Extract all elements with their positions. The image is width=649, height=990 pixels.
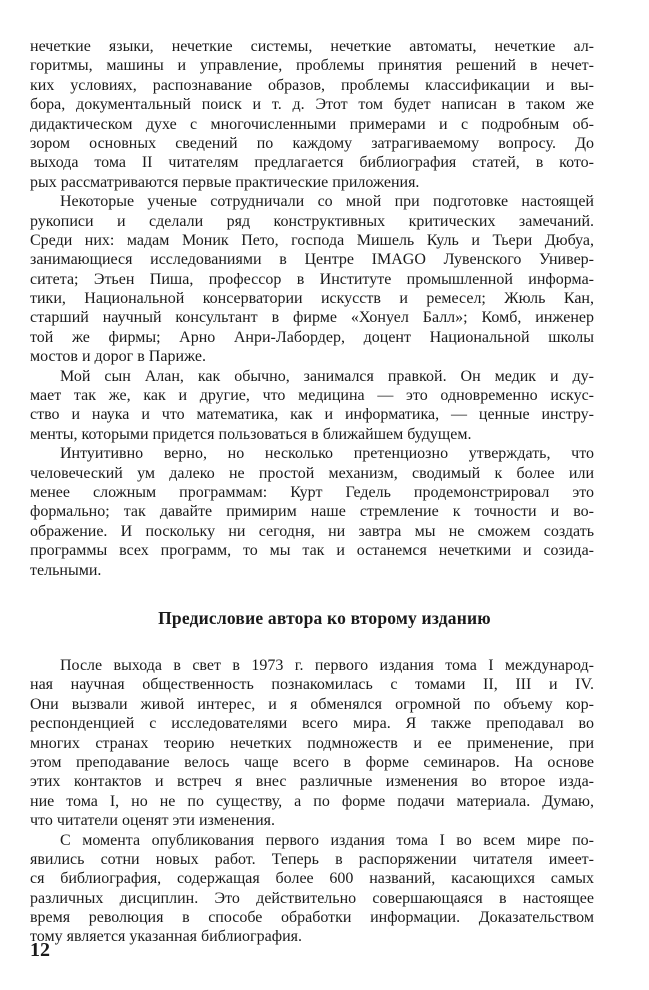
text-line: После выхода в свет в 1973 г. первого издания тома I международ- <box>60 657 594 674</box>
text-block-intro-continuation <box>30 37 594 580</box>
text-line: тельными. <box>30 561 102 579</box>
text-line: Среди них: мадам Моник Пето, господа Мишель Куль и Тьери Дюбуа, <box>30 231 594 249</box>
text-line: нечеткие языки, нечеткие системы, нечеткие автоматы, нечеткие ал- <box>30 38 594 55</box>
text-line: Некоторые ученые сотрудничали со мной при подготовке настоящей <box>60 193 594 211</box>
text-line: явились сотни новых работ. Теперь в распоряжении читателя имеет- <box>30 850 594 868</box>
text-line: этих контактов и встреч я внес различные изменения во второе изда- <box>30 773 594 791</box>
text-line: формально; так давайте примирим наше стремление к точности и во- <box>30 503 594 521</box>
text-line: С момента опубликования первого издания тома I во всем мире по- <box>60 831 594 849</box>
text-line: занимающиеся исследованиями в Центре IMAGO Лувенского Универ- <box>30 251 594 269</box>
text-line: этом преподавание велось чаще всего в форме семинаров. На основе <box>30 753 594 771</box>
text-line: Они вызвали живой интерес, и я обменялся огромной по объему кор- <box>30 695 594 713</box>
text-line: ситета; Этьен Пиша, профессор в Институте промышленной информа- <box>30 270 594 288</box>
text-line: ких условиях, распознавание образов, проблемы классификации и вы- <box>30 76 594 94</box>
text-line: респонденцией с исследователями всего мира. Я также преподавал во <box>30 715 594 733</box>
text-line: горитмы, машины и управление, проблемы принятия решений в нечет- <box>30 57 594 75</box>
text-line: рых рассматриваются первые практические приложения. <box>30 173 420 191</box>
text-line: зором основных сведений по каждому затрагиваемому вопросу. До <box>30 134 594 152</box>
text-line: старший научный консультант в фирме «Хонуел Балл»; Комб, инженер <box>30 309 594 327</box>
text-line: тому является указанная библиография. <box>30 928 302 946</box>
text-line: человеческий ум далеко не простой механизм, сводимый к более или <box>30 464 594 482</box>
text-line: Мой сын Алан, как обычно, занимался правкой. Он медик и ду- <box>60 367 594 385</box>
text-line: что читатели оценят эти изменения. <box>30 812 275 830</box>
text-line: время революция в способе обработки информации. Доказательством <box>30 909 594 927</box>
text-line: ся библиография, содержащая более 600 названий, касающихся самых <box>30 870 594 888</box>
text-line: дидактическом духе с многочисленными примерами и с подробным об- <box>30 115 594 133</box>
text-line: мает так же, как и другие, что медицина — это одновременно искус- <box>30 387 594 405</box>
text-line: ная научная общественность познакомилась с томами II, III и IV. <box>30 676 594 694</box>
text-block-second-edition-preface <box>30 656 594 947</box>
text-line: тики, Национальной консерватории искусств и ремесел; Жюль Кан, <box>30 290 594 308</box>
text-line: менты, которыми придется пользоваться в ближайшем будущем. <box>30 425 472 443</box>
text-line: ние тома I, но не по существу, а по форме подачи материала. Думаю, <box>30 792 594 810</box>
text-line: программы всех программ, то мы так и останемся нечеткими и созида- <box>30 542 594 560</box>
section-heading: Предисловие автора ко второму изданию <box>158 608 491 628</box>
page-number: 12 <box>30 939 50 961</box>
text-line: выхода тома II читателям предлагается библиография статей, в кото- <box>30 154 594 172</box>
text-line: бора, документальный поиск и т. д. Этот том будет написан в таком же <box>30 96 594 114</box>
text-line: ство и наука и что математика, как и информатика, — ценные инстру- <box>30 406 594 424</box>
text-line: Интуитивно верно, но несколько претенциозно утверждать, что <box>60 445 594 463</box>
text-line: многих странах теорию нечетких подмножеств и ее применение, при <box>30 734 594 752</box>
text-line: ображение. И поскольку ни сегодня, ни завтра мы не сможем создать <box>30 522 594 540</box>
text-line: различных дисциплин. Это действительно совершающаяся в настоящее <box>30 889 594 907</box>
text-line: мостов и дорог в Париже. <box>30 348 206 366</box>
text-line: рукописи и сделали ряд конструктивных критических замечаний. <box>30 212 594 230</box>
text-line: той же фирмы; Арно Анри-Лабордер, доцент Национальной школы <box>30 328 594 346</box>
text-line: менее сложным программам: Курт Гедель продемонстрировал это <box>30 483 594 501</box>
